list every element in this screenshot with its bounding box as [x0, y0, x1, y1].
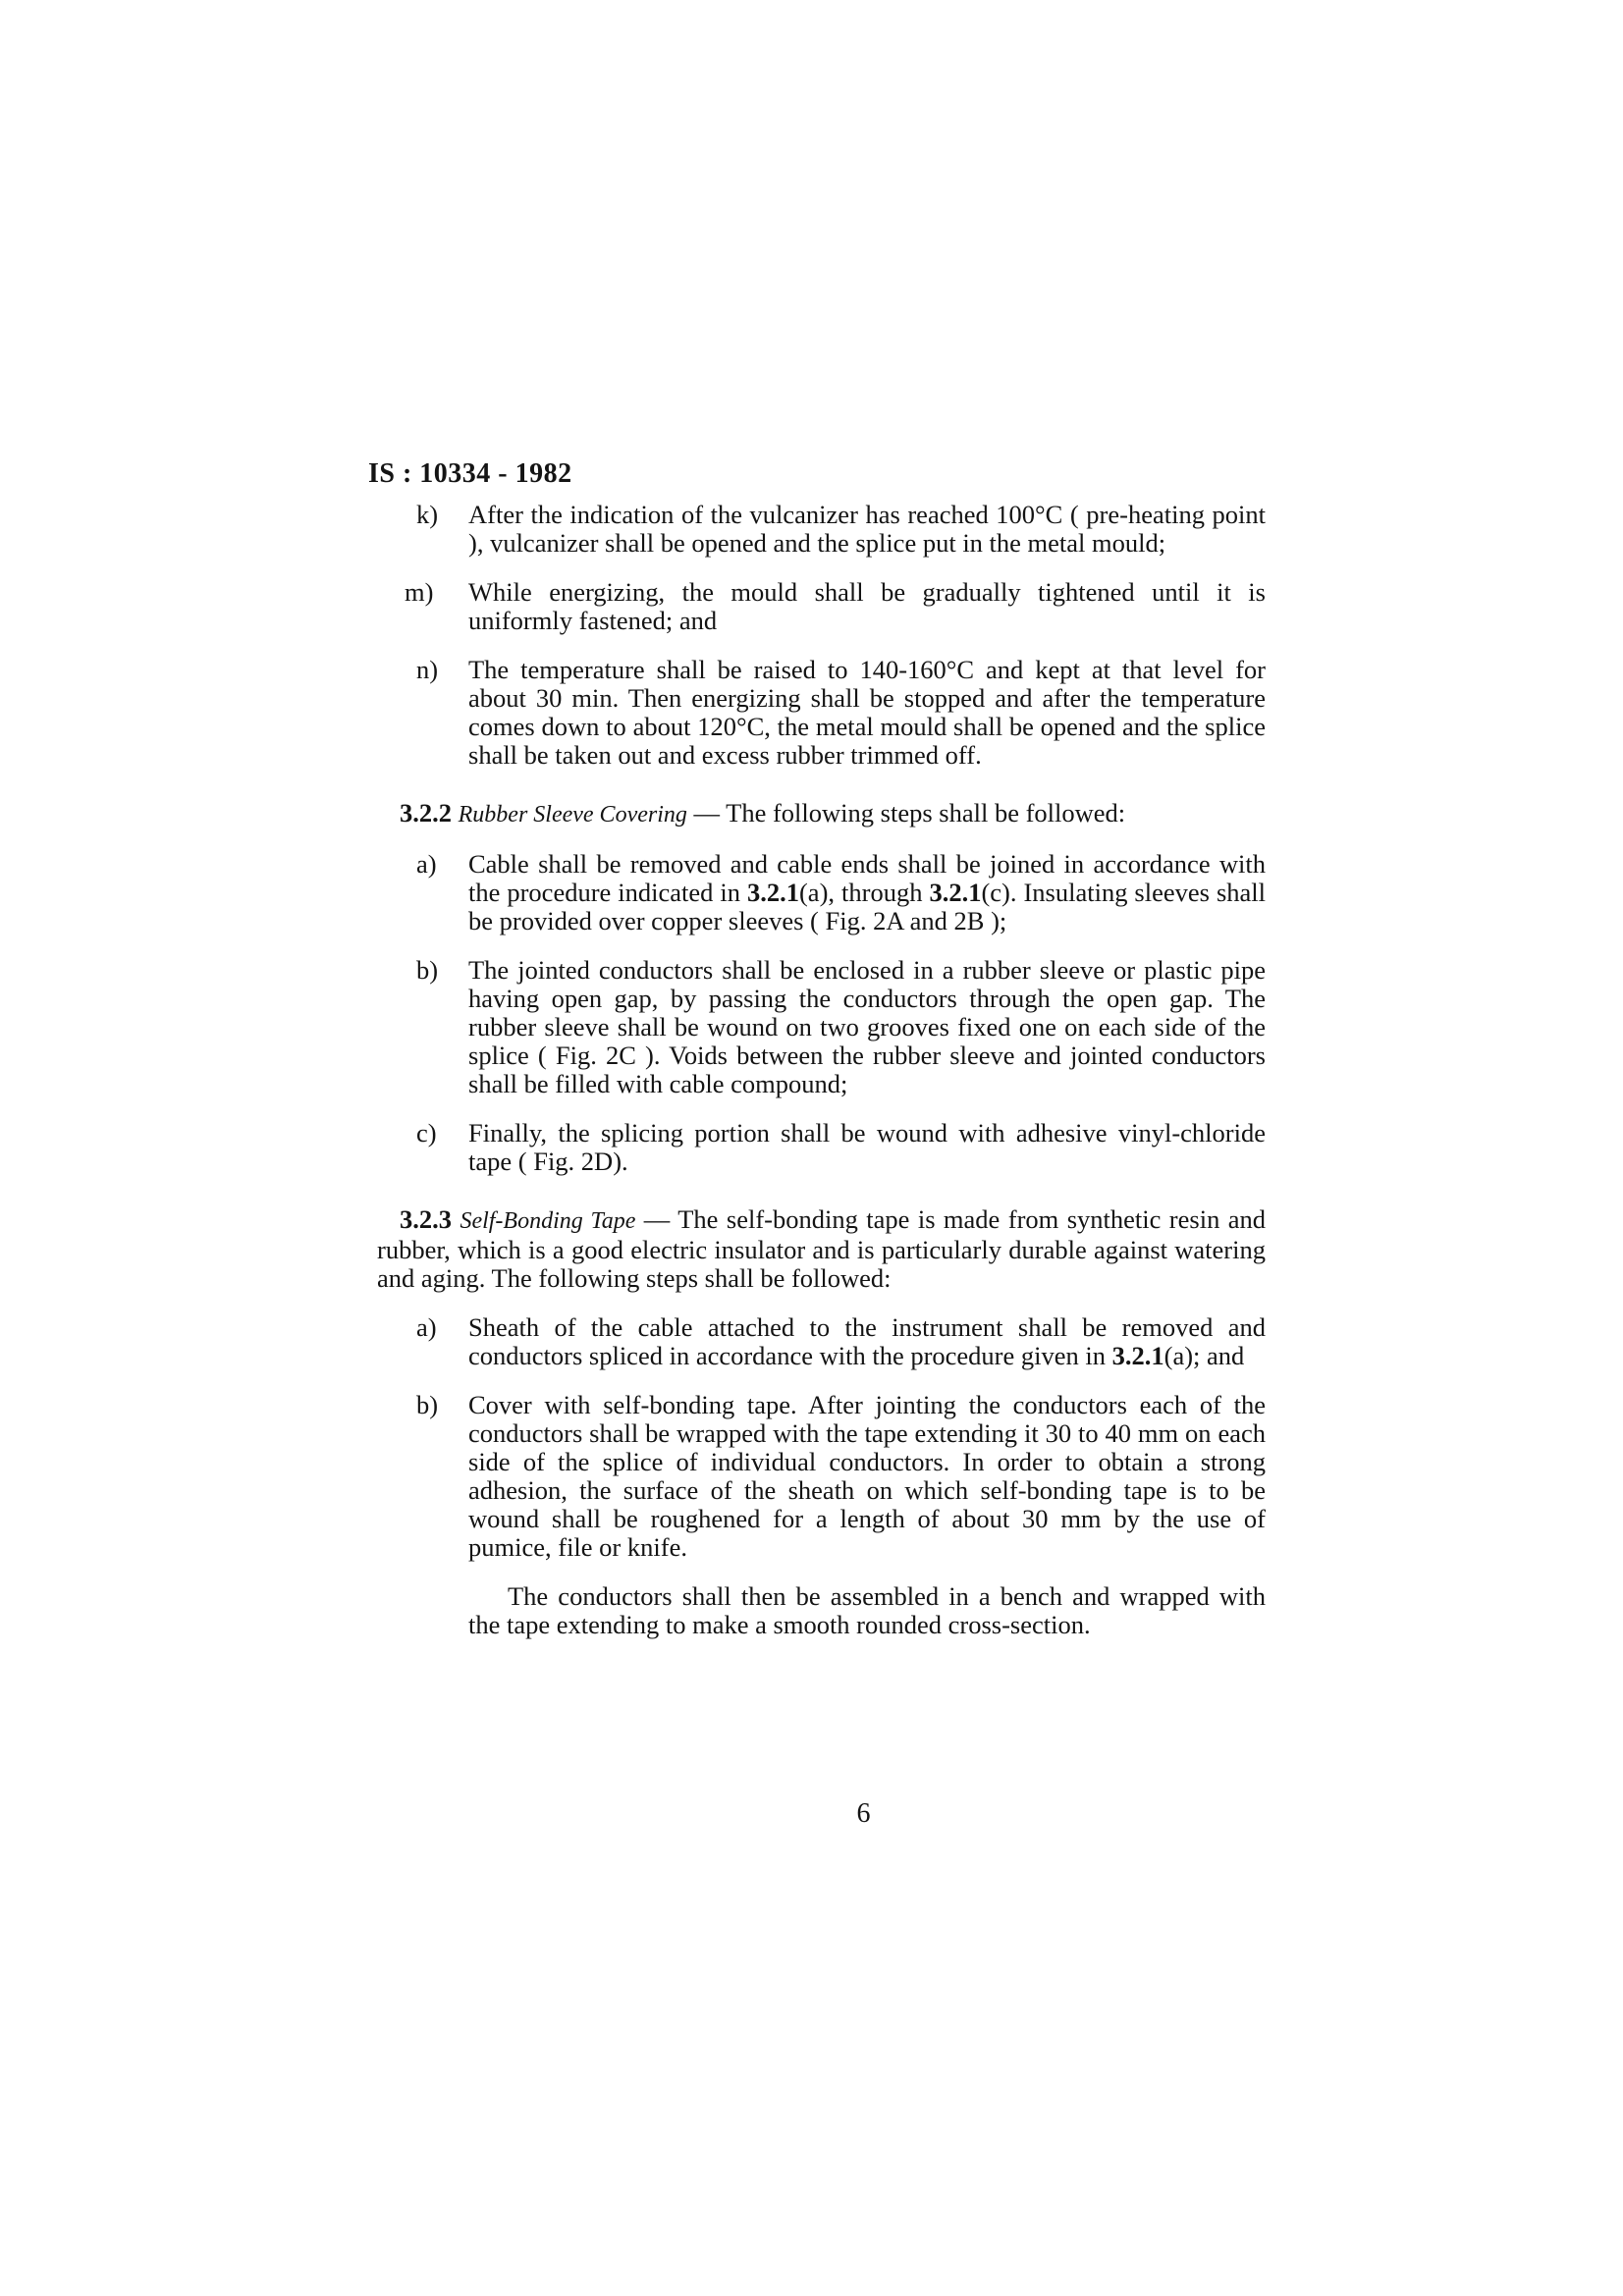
- page-body: [377, 501, 1266, 1639]
- closing-paragraph: The conductors shall then be assembled in a bench and wrapped with the tape extending to make a smooth rounded cross-section.: [468, 1581, 1266, 1639]
- item-marker: b): [416, 955, 439, 985]
- item-text: Finally, the splicing portion shall be wound with adhesive vinyl-chloride tape ( Fig. 2D).: [468, 1118, 1266, 1176]
- item-marker: a): [416, 1312, 437, 1342]
- item-marker: k): [416, 500, 439, 529]
- list-item-k: [377, 501, 1266, 558]
- item-text: (a); and: [1163, 1341, 1245, 1370]
- clause-heading: Rubber Sleeve Covering: [458, 802, 687, 828]
- item-text: Sheath of the cable attached to the instrument shall be removed and conductors spliced in accordance with the procedure given in: [468, 1312, 1266, 1370]
- page-number: 6: [856, 1798, 871, 1829]
- item-text: (a), through: [798, 878, 930, 907]
- clause-reference: 3.2.1: [929, 878, 982, 907]
- clause-intro: — The self-bonding tape is made from synthetic resin and rubber, which is a good electric insulator and is particularly durable against watering and aging. The following steps shall be followed:: [377, 1204, 1267, 1293]
- clause-number: 3.2.2: [400, 798, 452, 828]
- item-text: While energizing, the mould shall be gradually tightened until it is uniformly fastened; and: [468, 577, 1266, 635]
- list-item-n: [377, 656, 1266, 770]
- clause-intro: — The following steps shall be followed:: [686, 798, 1126, 828]
- item-marker: m): [405, 577, 434, 607]
- clause-number: 3.2.3: [400, 1204, 452, 1234]
- standard-number-header: IS : 10334 - 1982: [368, 458, 572, 489]
- list-item-b: [377, 1391, 1266, 1562]
- list-item-a: [377, 1313, 1266, 1370]
- item-text: The jointed conductors shall be enclosed in a rubber sleeve or plastic pipe having open gap, by passing the conductors through the open gap. The rubber sleeve shall be wound on two grooves fixed one on each side of the splice ( Fig. 2C ). Voids between the rubber sleeve and jointed conductors shall be filled with cable compound;: [468, 955, 1266, 1098]
- list-item-b: [377, 956, 1266, 1098]
- item-text: Cover with self-bonding tape. After jointing the conductors each of the conductors shall be wrapped with the tape extending it 30 to 40 mm on each side of the splice of individual conductors. In order to obtain a strong adhesion, the surface of the sheath on which self-bonding tape is to be wound shall be roughened for a length of about 30 mm by the use of pumice, file or knife.: [468, 1390, 1266, 1562]
- clause-3-2-2: [377, 799, 1266, 829]
- clause-reference: 3.2.1: [1111, 1341, 1164, 1370]
- item-marker: n): [416, 655, 439, 684]
- clause-3-2-3: [377, 1205, 1266, 1293]
- item-marker: b): [416, 1390, 439, 1419]
- item-text: The temperature shall be raised to 140-160°C and kept at that level for about 30 min. Then energizing shall be stopped and after the temperature comes down to about 120°C, the metal mould shall be opened and the splice shall be taken out and excess rubber trimmed off.: [468, 655, 1266, 770]
- list-item-a: [377, 850, 1266, 935]
- item-text: Cable shall be removed and cable ends shall be joined in accordance with the procedure indicated in: [468, 849, 1266, 907]
- list-item-c: [377, 1119, 1266, 1176]
- item-text: After the indication of the vulcanizer has reached 100°C ( pre-heating point ), vulcanizer shall be opened and the splice put in the metal mould;: [468, 500, 1266, 558]
- clause-heading: Self-Bonding Tape: [460, 1208, 636, 1234]
- item-text: (c). Insulating sleeves shall be provided over copper sleeves ( Fig. 2A and 2B );: [468, 878, 1266, 935]
- item-marker: c): [416, 1118, 437, 1148]
- list-item-m: [377, 578, 1266, 635]
- item-marker: a): [416, 849, 437, 879]
- clause-reference: 3.2.1: [746, 878, 799, 907]
